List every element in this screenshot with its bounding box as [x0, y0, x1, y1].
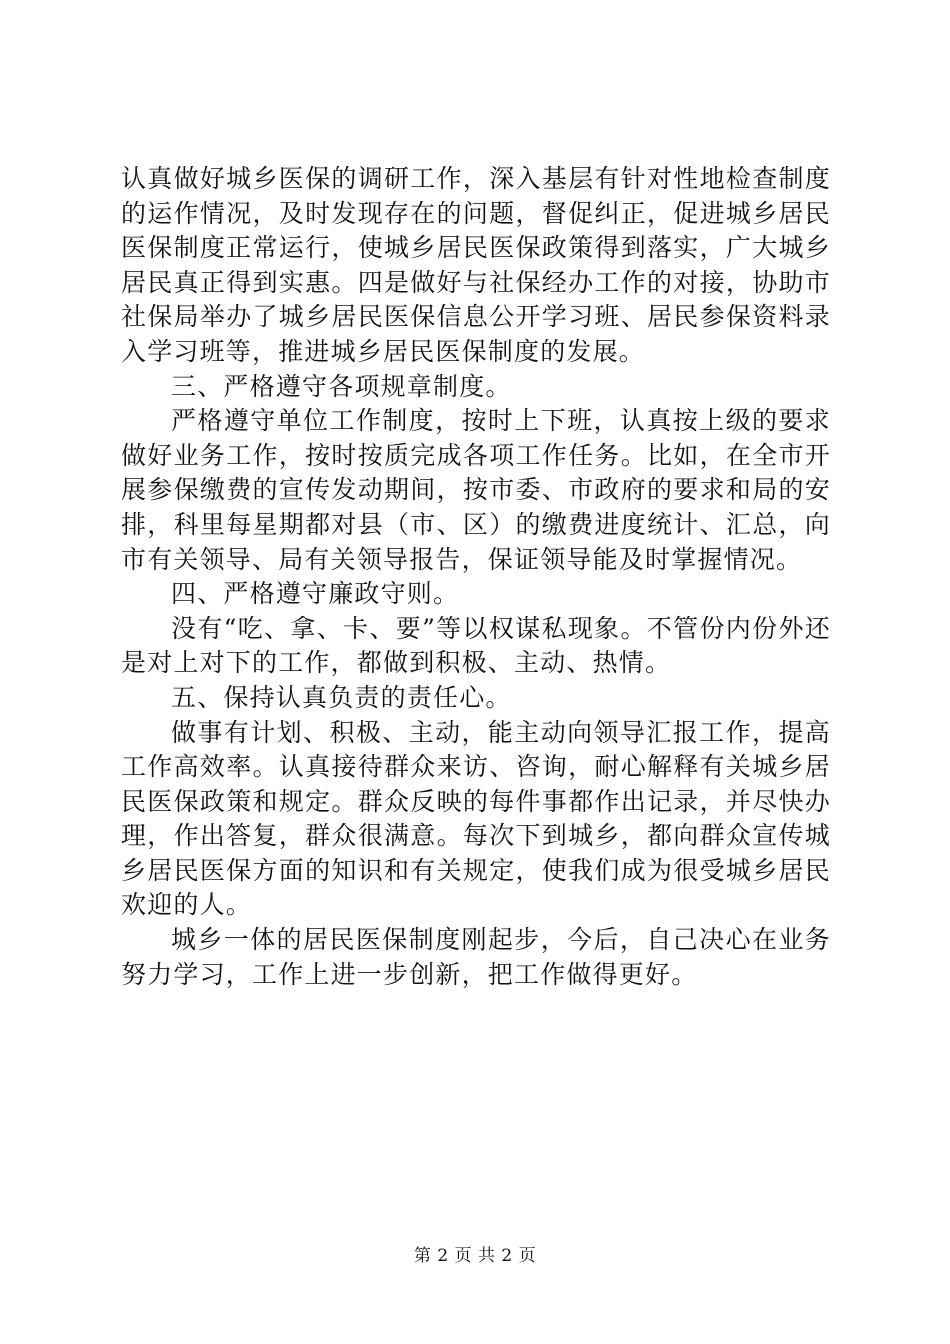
- section-heading-3: 三、严格遵守各项规章制度。: [171, 371, 512, 401]
- section-heading-4: 四、严格遵守廉政守则。: [171, 579, 460, 609]
- paragraph-responsibility: 做事有计划、积极、主动，能主动向领导汇报工作，提高工作高效率。认真接待群众来访、咨询，耐心解释有关城乡居民医保政策和规定。群众反映的每件事都作出记录，并尽快办理，作出答复，群众很满意。每次下到城乡，都向群众宣传城乡居民医保方面的知识和有关规定，使我们成为很受城乡居民欢迎的人。: [121, 717, 831, 920]
- page-number-footer: 第 2 页 共 2 页: [413, 1246, 537, 1266]
- paragraph-integrity: 没有“吃、拿、卡、要”等以权谋私现象。不管份内份外还是对上对下的工作，都做到积极、主动、热情。: [121, 613, 831, 678]
- paragraph-continuation: 认真做好城乡医保的调研工作，深入基层有针对性地检查制度的运作情况，及时发现存在的问题，督促纠正，促进城乡居民医保制度正常运行，使城乡居民医保政策得到落实，广大城乡居民真正得到实惠。四是做好与社保经办工作的对接，协助市社保局举办了城乡居民医保信息公开学习班、居民参保资料录入学习班等，推进城乡居民医保制度的发展。: [121, 164, 831, 366]
- section-heading-5: 五、保持认真负责的责任心。: [171, 682, 512, 712]
- paragraph-rules: 严格遵守单位工作制度，按时上下班，认真按上级的要求做好业务工作，按时按质完成各项工作任务。比如，在全市开展参保缴费的宣传发动期间，按市委、市政府的要求和局的安排，科里每星期都对县（市、区）的缴费进度统计、汇总，向市有关领导、局有关领导报告，保证领导能及时掌握情况。: [121, 406, 831, 574]
- document-body: [121, 162, 831, 992]
- paragraph-conclusion: 城乡一体的居民医保制度刚起步，今后，自己决心在业务努力学习，工作上进一步创新，把工作做得更好。: [121, 925, 831, 989]
